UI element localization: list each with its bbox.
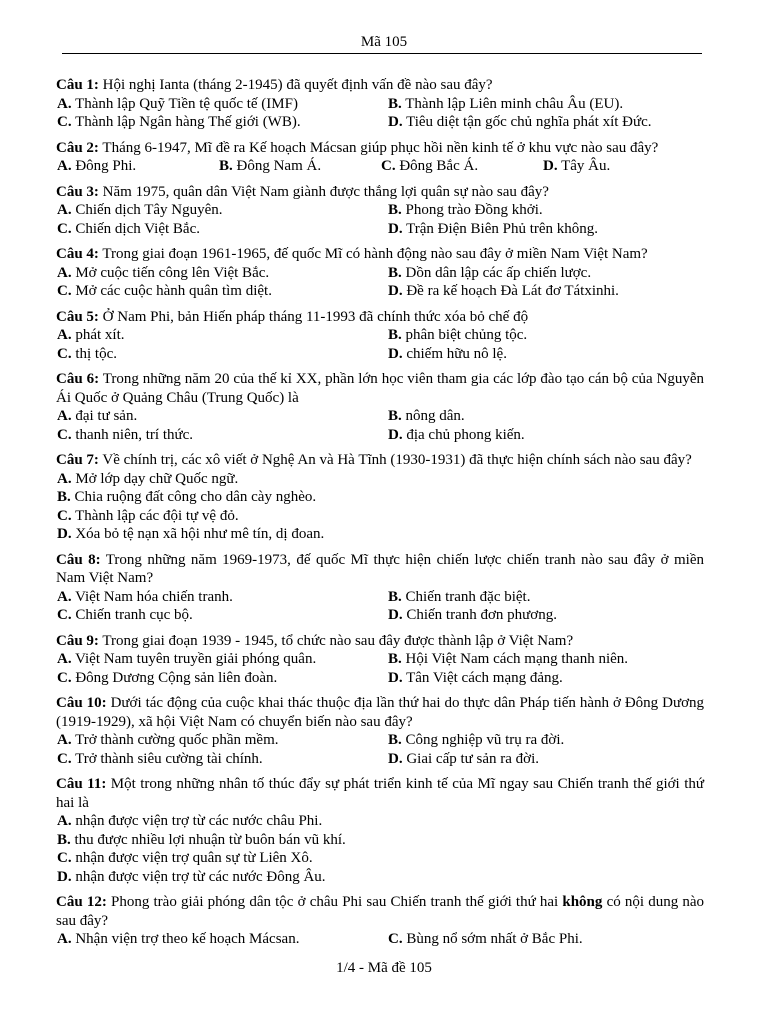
question-text: Trong giai đoạn 1939 - 1945, tổ chức nào sau đây được thành lập ở Việt Nam? [102,632,574,649]
option-label: B. [388,327,402,343]
option-label: A. [57,813,72,829]
question-number: Câu 7: [56,452,99,468]
answer-option [380,930,704,949]
question [56,245,704,301]
answer-option [380,157,542,176]
option-text: Xóa bỏ tệ nạn xã hội như mê tín, dị đoan. [75,526,325,542]
answer-option [380,407,704,426]
answer-option [56,157,218,176]
option-label: A. [57,264,72,281]
answer-option [380,731,704,750]
option-text: Trở thành cường quốc phần mềm. [75,732,279,748]
answer-option [56,750,380,769]
question-number: Câu 12: [56,894,107,910]
answer-option [380,201,704,220]
answer-option [380,220,704,239]
answer-option [380,750,704,769]
option-text: Tiêu diệt tận gốc chủ nghĩa phát xít Đức. [406,114,652,130]
option-label: D. [57,526,72,542]
option-label: A. [57,651,72,667]
answer-option [56,507,704,526]
option-text: Đông Phi. [75,158,137,174]
question-text-emphasis: không [562,894,603,910]
option-text: Đông Nam Á. [236,158,322,174]
question-text: Dưới tác động của cuộc khai thác thuộc địa lần thứ hai do thực dân Pháp tiến hành ở Đông Dương (1919-1929), xã hội Việt Nam có chuyển biến nào sau đây? [56,695,705,730]
option-text: Dồn dân lập các ấp chiến lược. [405,264,592,281]
option-label: C. [57,426,72,443]
question [56,139,704,176]
answer-option [380,606,704,625]
question-stem [56,139,704,158]
option-label: C. [57,507,72,524]
question-number: Câu 2: [56,139,99,156]
question [56,551,704,625]
question-list [56,76,704,956]
answer-option [56,345,380,364]
option-label: C. [57,607,72,623]
option-text: Nhận viện trợ theo kế hoạch Mácsan. [75,931,300,947]
answer-options [56,407,704,444]
option-text: Chiến dịch Việt Bắc. [75,220,200,237]
option-text: Chiến tranh cục bộ. [75,607,193,623]
option-text: nhận được viện trợ từ các nước Đông Âu. [75,868,326,885]
option-label: C. [57,750,72,767]
answer-option [56,220,380,239]
option-label: D. [388,750,403,767]
option-label: C. [57,850,72,866]
option-label: D. [388,114,403,130]
option-text: Thành lập các đội tự vệ đỏ. [75,507,239,524]
answer-option [56,282,380,301]
answer-option [56,470,704,489]
answer-option [56,868,704,887]
option-label: D. [388,607,403,623]
option-label: C. [57,669,72,686]
option-text: Mở lớp dạy chữ Quốc ngữ. [75,470,239,487]
question-stem [56,775,704,812]
option-label: D. [388,426,403,443]
answer-option [380,326,704,345]
option-text: nhận được viện trợ quân sự từ Liên Xô. [75,850,313,866]
answer-option [56,525,704,544]
answer-options [56,157,704,176]
answer-options [56,201,704,238]
option-label: C. [57,220,72,237]
option-label: B. [388,264,402,281]
answer-option [380,264,704,283]
question [56,775,704,886]
option-text: nhận được viện trợ từ các nước châu Phi. [75,813,323,829]
option-text: địa chủ phong kiến. [406,426,525,443]
question-stem [56,245,704,264]
question-stem [56,893,704,930]
answer-option [56,488,704,507]
option-label: A. [57,327,72,343]
option-text: Việt Nam hóa chiến tranh. [75,588,233,605]
question [56,893,704,949]
option-label: D. [57,868,72,885]
answer-option [56,812,704,831]
question-text: Về chính trị, các xô viết ở Nghệ An và Hà Tĩnh (1930-1931) đã thực hiện chính sách nào sau đây? [102,452,692,468]
question-text: Ở Nam Phi, bản Hiến pháp tháng 11-1993 đã chính thức xóa bỏ chế độ [102,308,529,325]
option-text: Trở thành siêu cường tài chính. [75,750,263,767]
question-number: Câu 4: [56,246,99,262]
option-label: A. [57,202,72,218]
answer-option [380,588,704,607]
question-text: Trong những năm 20 của thế kỉ XX, phần lớn học viên tham gia các lớp đào tạo cán bộ của Nguyễn Ái Quốc ở Quảng Châu (Trung Quốc) là [56,371,705,406]
option-label: A. [57,588,72,605]
question-number: Câu 8: [56,551,101,568]
option-label: A. [57,408,72,424]
answer-option [56,264,380,283]
answer-options [56,588,704,625]
option-label: D. [388,220,403,237]
answer-option [380,113,704,132]
answer-option [56,426,380,445]
option-text: Tây Âu. [561,158,611,174]
question-number: Câu 3: [56,183,99,200]
question-text: Năm 1975, quân dân Việt Nam giành được thắng lợi quân sự nào sau đây? [102,183,549,200]
option-label: A. [57,158,72,174]
option-text: nông dân. [405,408,465,424]
question-stem [56,451,704,470]
option-label: A. [57,931,72,947]
question-number: Câu 6: [56,371,100,387]
option-text: Mở cuộc tiến công lên Việt Bắc. [75,264,270,281]
question-text: Hội nghị Ianta (tháng 2-1945) đã quyết định vấn đề nào sau đây? [102,77,493,93]
option-label: D. [388,345,403,362]
option-text: Đề ra kế hoạch Đà Lát đơ Tátxinhi. [406,283,619,299]
option-text: Đông Dương Cộng sản liên đoàn. [75,669,278,686]
answer-option [56,849,704,868]
answer-option [56,326,380,345]
option-text: thanh niên, trí thức. [75,426,194,443]
question [56,694,704,768]
option-text: thị tộc. [75,345,118,362]
answer-options [56,470,704,544]
option-text: Giai cấp tư sản ra đời. [406,750,540,767]
answer-option [56,407,380,426]
option-text: Chiến tranh đơn phương. [406,607,557,623]
option-text: chiếm hữu nô lệ. [406,345,507,362]
answer-option [380,650,704,669]
answer-option [56,201,380,220]
answer-option [56,731,380,750]
option-label: B. [57,831,71,848]
answer-options [56,650,704,687]
option-label: D. [388,283,403,299]
question-stem [56,183,704,202]
option-label: B. [388,651,402,667]
question-text: Một trong những nhân tố thúc đẩy sự phát triển kinh tế của Mĩ ngay sau Chiến tranh thế giới thứ hai là [56,776,704,811]
option-text: Công nghiệp vũ trụ ra đời. [405,732,565,748]
question [56,451,704,544]
option-label: B. [388,202,402,218]
answer-option [56,831,704,850]
option-text: Đông Bắc Á. [399,158,479,174]
option-label: A. [57,470,72,487]
question [56,370,704,444]
option-text: Chia ruộng đất công cho dân cày nghèo. [74,489,317,505]
exam-code-header: Mã 105 [360,34,408,50]
option-label: B. [388,588,402,605]
option-text: Thành lập Liên minh châu Âu (EU). [405,95,624,112]
option-text: thu được nhiều lợi nhuận từ buôn bán vũ khí. [74,831,346,848]
option-text: phân biệt chủng tộc. [405,327,528,343]
question-stem [56,551,704,588]
answer-option [542,157,704,176]
option-label: B. [388,408,402,424]
option-label: B. [388,732,402,748]
answer-options [56,812,704,886]
option-text: Thành lập Quỹ Tiền tệ quốc tế (IMF) [75,95,298,112]
answer-option [56,113,380,132]
question-stem [56,632,704,651]
option-text: Hội Việt Nam cách mạng thanh niên. [405,651,629,667]
option-text: Mở các cuộc hành quân tìm diệt. [75,283,272,299]
question-number: Câu 11: [56,776,107,792]
question-text: Tháng 6-1947, Mĩ đề ra Kế hoạch Mácsan giúp phục hồi nền kinh tế ở khu vực nào sau đây? [102,139,659,156]
answer-options [56,326,704,363]
option-label: D. [543,158,558,174]
answer-options [56,930,704,949]
header-divider [62,53,702,54]
answer-option [56,930,380,949]
option-label: D. [388,669,403,686]
option-text: Việt Nam tuyên truyền giải phóng quân. [75,651,317,667]
answer-option [56,588,380,607]
answer-options [56,95,704,132]
answer-option [56,669,380,688]
question-text: Phong trào giải phóng dân tộc ở châu Phi sau Chiến tranh thế giới thứ hai [111,894,559,910]
option-text: Trận Điện Biên Phủ trên không. [406,220,599,237]
option-label: C. [388,931,403,947]
option-text: Chiến tranh đặc biệt. [405,588,531,605]
option-text: Bùng nổ sớm nhất ở Bắc Phi. [406,931,583,947]
answer-option [56,606,380,625]
answer-options [56,264,704,301]
question-number: Câu 10: [56,695,107,711]
answer-option [380,282,704,301]
option-label: B. [388,95,402,112]
page-footer: 1/4 - Mã đề 105 [336,960,432,976]
question-stem [56,76,704,95]
option-label: B. [219,158,233,174]
question-stem [56,694,704,731]
question-number: Câu 5: [56,308,99,325]
option-text: phát xít. [75,327,125,343]
option-label: C. [57,283,72,299]
option-label: C. [381,158,396,174]
option-label: C. [57,114,72,130]
answer-option [380,345,704,364]
question [56,76,704,132]
question-text: có nội dung nào sau đây? [56,894,705,929]
question [56,308,704,364]
answer-option [380,95,704,114]
option-text: Thành lập Ngân hàng Thế giới (WB). [75,114,301,130]
option-text: Phong trào Đồng khởi. [405,202,543,218]
question-stem [56,370,704,407]
option-text: đại tư sản. [75,408,138,424]
question-stem [56,308,704,327]
option-text: Tân Việt cách mạng đảng. [406,669,563,686]
option-label: A. [57,95,72,112]
option-label: C. [57,345,72,362]
answer-option [218,157,380,176]
question-number: Câu 9: [56,632,99,649]
answer-options [56,731,704,768]
question-text: Trong giai đoạn 1961-1965, đế quốc Mĩ có hành động nào sau đây ở miền Nam Việt Nam? [102,246,648,262]
question-number: Câu 1: [56,77,99,93]
answer-option [380,426,704,445]
question [56,632,704,688]
answer-option [56,95,380,114]
option-label: A. [57,732,72,748]
answer-option [56,650,380,669]
question [56,183,704,239]
option-label: B. [57,489,71,505]
answer-option [380,669,704,688]
option-text: Chiến dịch Tây Nguyên. [75,202,223,218]
question-text: Trong những năm 1969-1973, đế quốc Mĩ thực hiện chiến lược chiến tranh nào sau đây ở miền Nam Việt Nam? [56,551,705,586]
